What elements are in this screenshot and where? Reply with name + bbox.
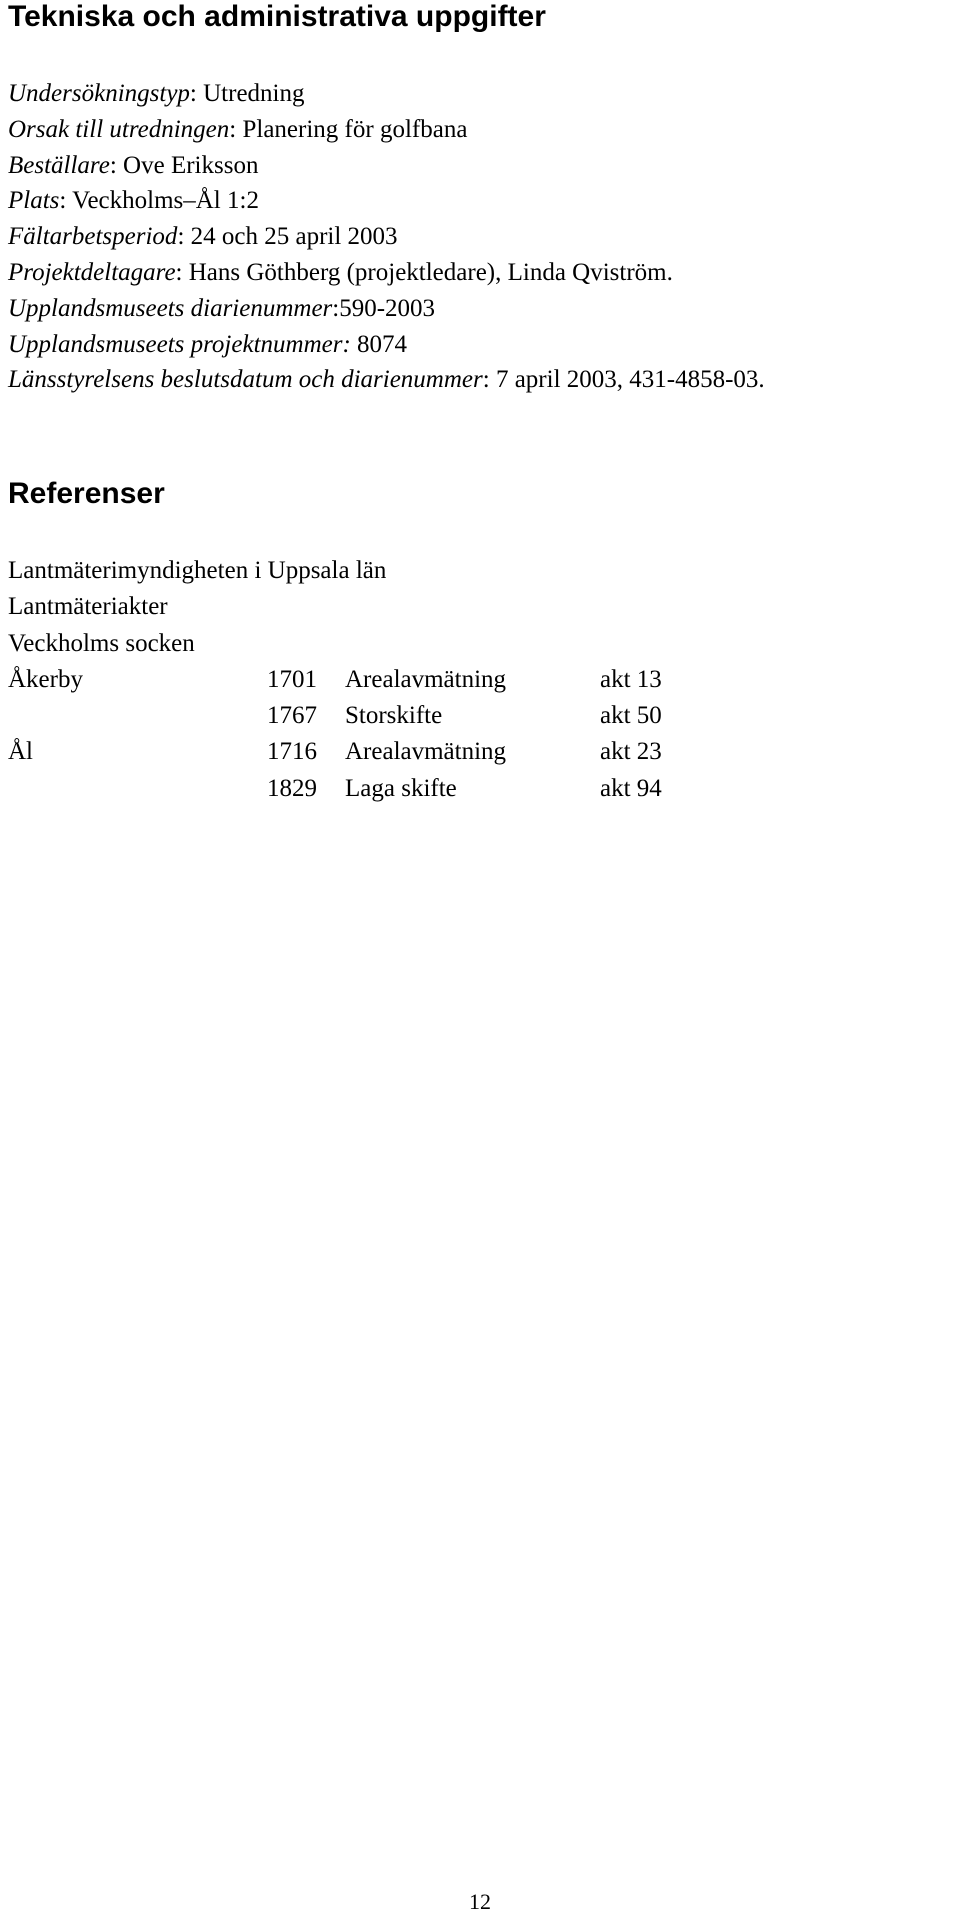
info-label: Orsak till utredningen [8,115,230,143]
ref-year: 1701 [267,665,317,693]
info-label: Beställare [8,151,110,179]
info-value: 8074 [357,330,408,358]
info-line [8,291,953,327]
info-value: Veckholms–Ål 1:2 [72,187,259,215]
info-label: Fältarbetsperiod [8,223,178,251]
ref-year: 1829 [267,774,317,802]
section-heading-technical: Tekniska och administrativa uppgifter [8,0,546,33]
ref-akt: akt 23 [600,738,662,766]
ref-akt: akt 50 [600,702,662,730]
info-label: Upplandsmuseets projektnummer: [8,330,351,358]
info-label: Plats [8,187,60,215]
info-value: 24 och 25 april 2003 [190,223,398,251]
info-value: 590-2003 [339,294,436,322]
info-separator: : [175,258,189,286]
info-line [8,219,953,255]
info-label: Upplandsmuseets diarienummer [8,294,333,322]
info-line [8,327,953,363]
info-separator: : [109,151,124,179]
ref-akt: akt 94 [600,774,662,802]
table-row [8,771,662,807]
info-line [8,183,953,219]
info-value: Utredning [203,80,305,107]
ref-place: Ål [8,738,33,766]
references-block [8,553,708,807]
page-number: 12 [469,1889,491,1914]
references-table [8,662,662,807]
info-value: Planering för golfbana [242,115,468,143]
ref-year: 1716 [267,738,317,766]
table-row [8,662,662,698]
ref-type: Arealavmätning [345,665,507,693]
ref-place [8,698,267,734]
ref-type: Laga skifte [345,774,457,802]
table-row [8,734,662,770]
info-label: Länsstyrelsens beslutsdatum och diarienummer [8,366,483,394]
info-separator: : [332,294,340,322]
info-line [8,255,953,291]
info-line [8,76,953,112]
info-separator: : [177,223,191,251]
info-value: 7 april 2003, 431-4858-03. [495,366,765,394]
ref-year: 1767 [267,702,317,730]
info-line [8,112,953,148]
reference-line: Veckholms socken [8,629,195,657]
reference-line: Lantmäterimyndigheten i Uppsala län [8,557,387,584]
info-label: Undersökningstyp [8,80,190,107]
ref-type: Arealavmätning [345,738,507,766]
info-separator: : [482,366,496,394]
info-value: Hans Göthberg (projektledare), Linda Qviström. [188,258,673,286]
info-separator: : [189,80,204,107]
ref-place: Åkerby [8,665,83,693]
info-separator: : [229,115,243,143]
admin-info-list [8,76,953,398]
ref-place [8,771,267,807]
table-row [8,698,662,734]
info-line [8,148,953,184]
info-separator: : [59,187,73,215]
section-heading-references: Referenser [8,477,165,510]
info-line [8,362,953,398]
ref-akt: akt 13 [600,665,662,693]
info-value: Ove Eriksson [123,151,259,179]
info-label: Projektdeltagare [8,258,176,286]
reference-line: Lantmäteriakter [8,593,168,621]
ref-type: Storskifte [345,702,443,730]
